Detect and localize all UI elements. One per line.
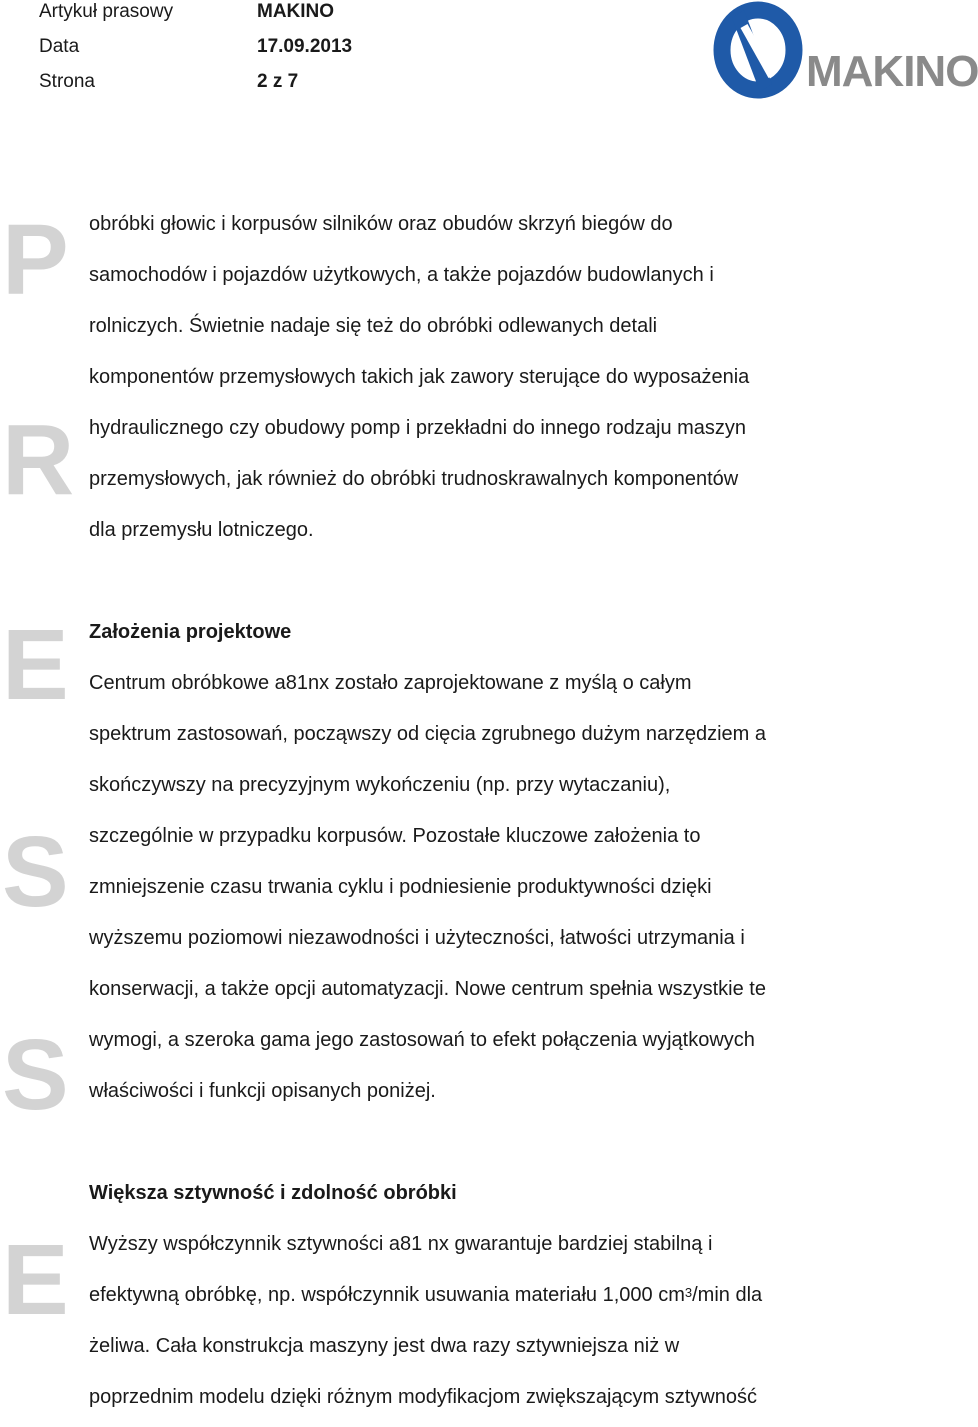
makino-logo (714, 6, 978, 96)
paragraph-line: hydraulicznego czy obudowy pomp i przekładni do innego rodzaju maszyn (89, 417, 747, 439)
section-heading: Większa sztywność i zdolność obróbki (89, 1182, 457, 1204)
paragraph-spacer (89, 560, 949, 611)
paragraph-line: poprzednim modelu dzięki różnym modyfikacjom zwiększającym sztywność (89, 1386, 757, 1408)
text-run: efektywną obróbkę, np. współczynnik usuwania materiału 1,000 cm (89, 1284, 685, 1306)
paragraph-line: właściwości i funkcji opisanych poniżej. (89, 1080, 436, 1102)
side-letter-e: E (2, 609, 69, 721)
header-label: Data (39, 36, 80, 57)
side-letter-s: S (2, 816, 69, 928)
paragraph-line: żeliwa. Cała konstrukcja maszyny jest dwa razy sztywniejsza niż w (89, 1335, 680, 1357)
section-heading: Założenia projektowe (89, 621, 292, 643)
paragraph-line: spektrum zastosowań, począwszy od cięcia zgrubnego dużym narzędziem a (89, 723, 766, 745)
paragraph-line: wyższemu poziomowi niezawodności i użyteczności, łatwości utrzymania i (89, 927, 745, 949)
paragraph-line: obróbki głowic i korpusów silników oraz obudów skrzyń biegów do (89, 213, 673, 235)
header-label: Strona (39, 71, 95, 92)
paragraph-line: szczególnie w przypadku korpusów. Pozostałe kluczowe założenia to (89, 825, 701, 847)
header-value: MAKINO (257, 1, 335, 22)
header-label: Artykuł prasowy (39, 1, 174, 22)
paragraph-line: Centrum obróbkowe a81nx zostało zaprojektowane z myślą o całym (89, 672, 692, 694)
paragraph-line: dla przemysłu lotniczego. (89, 519, 314, 541)
header-value: 2 z 7 (257, 71, 299, 92)
paragraph-line (89, 1274, 949, 1325)
paragraph-line: zmniejszenie czasu trwania cyklu i podniesienie produktywności dzięki (89, 876, 712, 898)
superscript: 3 (684, 1285, 693, 1300)
paragraph-line: komponentów przemysłowych takich jak zawory sterujące do wyposażenia (89, 366, 750, 388)
header-value: 17.09.2013 (257, 36, 353, 57)
side-letter-s: S (2, 1019, 69, 1131)
paragraph-line: rolniczych. Świetnie nadaje się też do obróbki odlewanych detali (89, 315, 658, 337)
paragraph-line: konserwacji, a także opcji automatyzacji. Nowe centrum spełnia wszystkie te (89, 978, 766, 1000)
paragraph-line: Wyższy współczynnik sztywności a81 nx gwarantuje bardziej stabilną i (89, 1233, 713, 1255)
text-run: /min dla (692, 1284, 763, 1306)
side-letter-p: P (2, 204, 69, 316)
article-body (89, 203, 949, 1427)
paragraph-spacer (89, 1121, 949, 1172)
side-letter-e: E (2, 1224, 69, 1336)
paragraph-line: wymogi, a szeroka gama jego zastosowań to efekt połączenia wyjątkowych (89, 1029, 755, 1051)
paragraph-line: przemysłowych, jak również do obróbki trudnoskrawalnych komponentów (89, 468, 739, 490)
paragraph-line: skończywszy na precyzyjnym wykończeniu (np. przy wytaczaniu), (89, 774, 671, 796)
logo-wordmark: MAKINO (806, 47, 978, 96)
side-letter-r: R (2, 404, 75, 516)
paragraph-line: samochodów i pojazdów użytkowych, a także pojazdów budowlanych i (89, 264, 714, 286)
